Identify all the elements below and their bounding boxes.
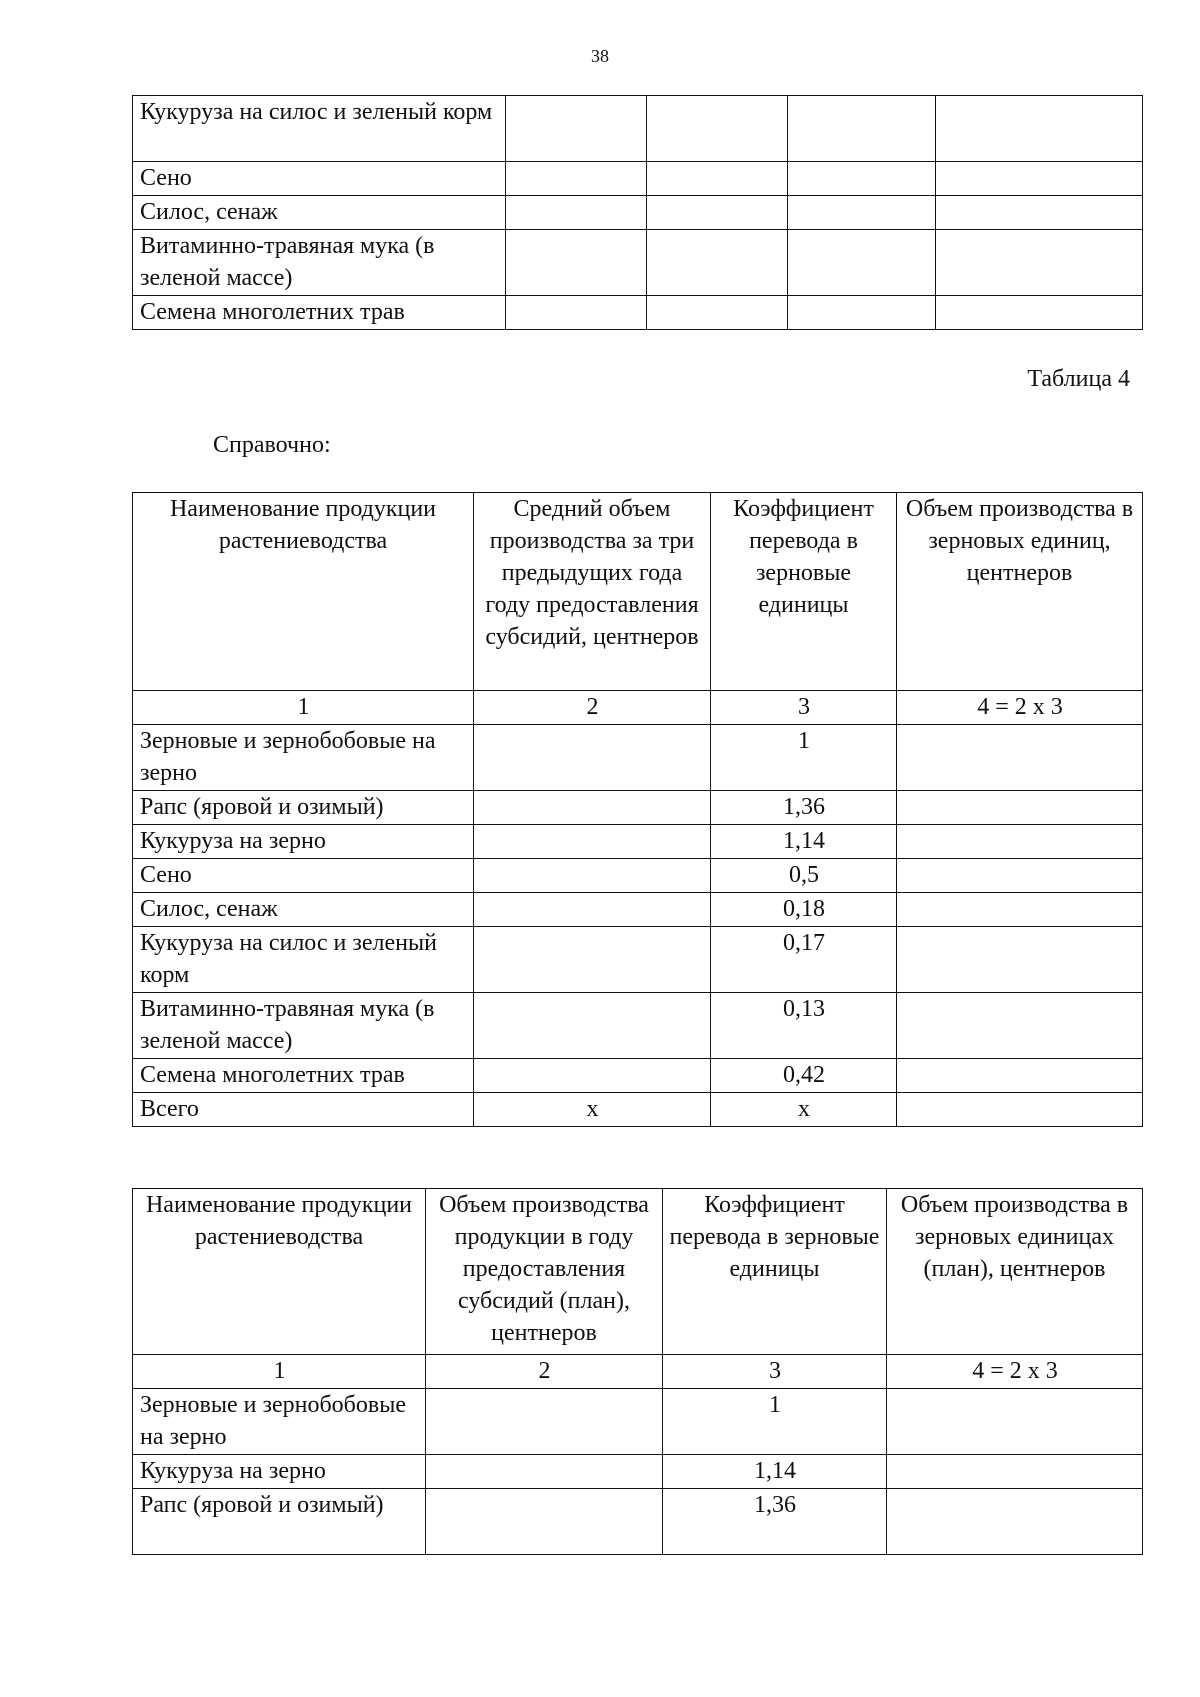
product-name-cell: Витаминно-травяная мука (в зеленой массе)	[133, 993, 474, 1059]
product-name-cell: Семена многолетних трав	[133, 296, 506, 330]
product-name-cell: Кукуруза на зерно	[133, 825, 474, 859]
header-cell-product: Наименование продукции растениеводства	[133, 1189, 426, 1355]
empty-cell	[788, 96, 936, 162]
table-row	[133, 859, 1143, 893]
volume-cell	[474, 859, 711, 893]
empty-cell	[936, 296, 1143, 330]
header-cell-volume: Средний объем производства за три предыдущих года году предоставления субсидий, центнеров	[474, 493, 711, 691]
coefficient-cell: 1,36	[711, 791, 897, 825]
product-name-cell: Зерновые и зернобобовые на зерно	[133, 725, 474, 791]
table-row	[133, 893, 1143, 927]
coefficient-cell: 0,17	[711, 927, 897, 993]
result-cell	[897, 791, 1143, 825]
result-cell	[887, 1389, 1143, 1455]
result-cell	[897, 1093, 1143, 1127]
result-cell	[887, 1489, 1143, 1555]
table-row	[133, 791, 1143, 825]
header-cell-coefficient: Коэффициент перевода в зерновые единицы	[711, 493, 897, 691]
product-name-cell: Сено	[133, 859, 474, 893]
header-row	[133, 1189, 1143, 1355]
volume-cell	[474, 1059, 711, 1093]
product-name-cell: Силос, сенаж	[133, 893, 474, 927]
table-row	[133, 825, 1143, 859]
column-number-row	[133, 1355, 1143, 1389]
result-cell	[897, 1059, 1143, 1093]
product-name-cell: Всего	[133, 1093, 474, 1127]
empty-cell	[647, 96, 788, 162]
volume-cell	[474, 725, 711, 791]
table-row	[133, 1489, 1143, 1555]
page-number: 38	[591, 46, 609, 66]
table-row	[133, 230, 1143, 296]
result-cell	[897, 893, 1143, 927]
table-row	[133, 1389, 1143, 1455]
empty-cell	[647, 196, 788, 230]
product-name-cell: Кукуруза на зерно	[133, 1455, 426, 1489]
product-name-cell: Кукуруза на силос и зеленый корм	[133, 96, 506, 162]
coefficient-cell: 1,36	[663, 1489, 887, 1555]
column-number: 3	[663, 1355, 887, 1389]
empty-cell	[506, 196, 647, 230]
empty-cell	[506, 230, 647, 296]
product-name-cell: Силос, сенаж	[133, 196, 506, 230]
result-cell	[897, 859, 1143, 893]
empty-cell	[647, 230, 788, 296]
empty-cell	[788, 196, 936, 230]
header-cell-product: Наименование продукции растениеводства	[133, 493, 474, 691]
result-cell	[897, 993, 1143, 1059]
column-number: 4 = 2 x 3	[897, 691, 1143, 725]
total-row	[133, 1093, 1143, 1127]
product-name-cell: Сено	[133, 162, 506, 196]
volume-cell	[474, 791, 711, 825]
empty-cell	[788, 230, 936, 296]
table-row	[133, 927, 1143, 993]
empty-cell	[506, 296, 647, 330]
coefficient-cell: х	[711, 1093, 897, 1127]
column-number: 3	[711, 691, 897, 725]
result-cell	[887, 1455, 1143, 1489]
plan-table	[132, 1188, 1143, 1555]
coefficient-cell: 1,14	[663, 1455, 887, 1489]
empty-cell	[506, 162, 647, 196]
coefficient-cell: 1	[711, 725, 897, 791]
header-cell-result: Объем производства в зерновых единицах (план), центнеров	[887, 1189, 1143, 1355]
column-number: 2	[474, 691, 711, 725]
empty-cell	[647, 296, 788, 330]
volume-cell	[426, 1455, 663, 1489]
table-row	[133, 1059, 1143, 1093]
result-cell	[897, 725, 1143, 791]
volume-cell	[474, 993, 711, 1059]
result-cell	[897, 825, 1143, 859]
column-number: 2	[426, 1355, 663, 1389]
volume-cell	[474, 893, 711, 927]
table-4	[132, 492, 1143, 1127]
volume-cell	[474, 927, 711, 993]
coefficient-cell: 0,18	[711, 893, 897, 927]
empty-cell	[936, 196, 1143, 230]
table-row	[133, 162, 1143, 196]
volume-cell	[426, 1389, 663, 1455]
header-cell-volume: Объем производства продукции в году предоставления субсидий (план), центнеров	[426, 1189, 663, 1355]
coefficient-cell: 0,13	[711, 993, 897, 1059]
table-row	[133, 993, 1143, 1059]
table-row	[133, 296, 1143, 330]
volume-cell	[426, 1489, 663, 1555]
column-number-row	[133, 691, 1143, 725]
empty-cell	[936, 96, 1143, 162]
product-name-cell: Семена многолетних трав	[133, 1059, 474, 1093]
column-number: 1	[133, 1355, 426, 1389]
continuation-table	[132, 95, 1143, 330]
column-number: 4 = 2 x 3	[887, 1355, 1143, 1389]
reference-label: Справочно:	[213, 432, 331, 458]
coefficient-cell: 1,14	[711, 825, 897, 859]
coefficient-cell: 0,5	[711, 859, 897, 893]
table-row	[133, 96, 1143, 162]
empty-cell	[936, 162, 1143, 196]
header-row	[133, 493, 1143, 691]
result-cell	[897, 927, 1143, 993]
header-cell-result: Объем производства в зерновых единиц, центнеров	[897, 493, 1143, 691]
coefficient-cell: 1	[663, 1389, 887, 1455]
product-name-cell: Рапс (яровой и озимый)	[133, 1489, 426, 1555]
product-name-cell: Рапс (яровой и озимый)	[133, 791, 474, 825]
empty-cell	[506, 96, 647, 162]
empty-cell	[788, 296, 936, 330]
table-caption: Таблица 4	[1027, 366, 1130, 392]
volume-cell	[474, 825, 711, 859]
table-row	[133, 1455, 1143, 1489]
empty-cell	[788, 162, 936, 196]
empty-cell	[647, 162, 788, 196]
product-name-cell: Витаминно-травяная мука (в зеленой массе)	[133, 230, 506, 296]
product-name-cell: Зерновые и зернобобовые на зерно	[133, 1389, 426, 1455]
header-cell-coefficient: Коэффициент перевода в зерновые единицы	[663, 1189, 887, 1355]
table-row	[133, 196, 1143, 230]
coefficient-cell: 0,42	[711, 1059, 897, 1093]
volume-cell: х	[474, 1093, 711, 1127]
table-row	[133, 725, 1143, 791]
empty-cell	[936, 230, 1143, 296]
product-name-cell: Кукуруза на силос и зеленый корм	[133, 927, 474, 993]
column-number: 1	[133, 691, 474, 725]
